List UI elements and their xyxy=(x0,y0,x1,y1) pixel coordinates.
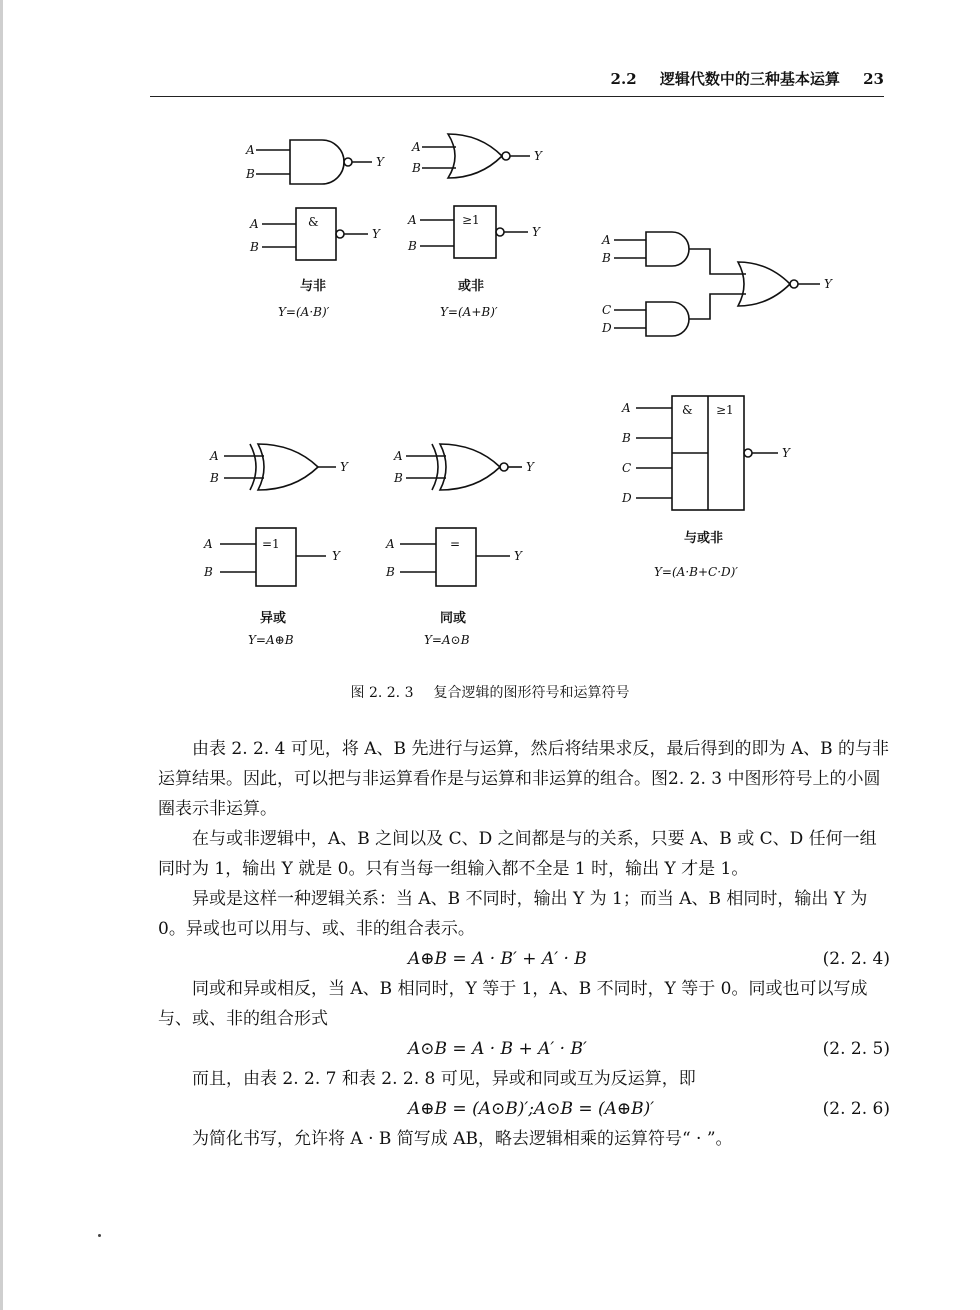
running-header xyxy=(150,60,884,97)
paragraph-aoi: 在与或非逻辑中，A、B 之间以及 C、D 之间都是与的关系，只要 A、B 或 C、D 任何一组同时为 1，输出 Y 就是 0。只有当每一组输入都不全是 1 时，输出 Y 才是 1。 xyxy=(158,829,877,879)
xnor-symbol: = xyxy=(450,537,461,551)
aoi-and-symbol: & xyxy=(682,403,693,417)
nor-caption: 或非 xyxy=(458,279,485,294)
aoi-rect-output-label: Y xyxy=(782,446,790,460)
equation-2-2-4 xyxy=(158,944,890,974)
xnor-caption: 同或 xyxy=(440,611,467,626)
aoi-rect-input-b-label: B xyxy=(622,431,631,445)
xor-rect-output-label: Y xyxy=(332,549,340,563)
nor-rect-input-a-label: A xyxy=(408,213,417,227)
figure-caption xyxy=(0,682,980,702)
xor-symbol: =1 xyxy=(262,537,280,551)
nor-gate-rect xyxy=(407,206,541,319)
xor-formula: Y=A⊕B xyxy=(248,633,294,647)
xor-rect-input-a-label: A xyxy=(204,537,213,551)
xnor-input-b-label: B xyxy=(394,471,403,485)
aoi-input-b-label: B xyxy=(602,251,611,265)
xor-gate-rect xyxy=(203,528,341,647)
aoi-output-label: Y xyxy=(824,277,832,291)
xor-caption: 异或 xyxy=(260,611,287,626)
logic-gates-figure xyxy=(150,110,884,700)
page-edge xyxy=(0,0,3,1310)
aoi-rect-input-d-label: D xyxy=(622,491,632,505)
paragraph-inverse: 而且，由表 2. 2. 7 和表 2. 2. 8 可见，异或和同或互为反运算，即 xyxy=(192,1069,696,1089)
aoi-input-a-label: A xyxy=(602,233,611,247)
xnor-rect-output-label: Y xyxy=(514,549,522,563)
nand-rect-input-b-label: B xyxy=(250,240,259,254)
aoi-gate-rect xyxy=(621,396,791,579)
scan-speck xyxy=(98,1234,101,1237)
aoi-caption: 与或非 xyxy=(684,531,724,546)
xor-gate-shape xyxy=(209,444,349,490)
nand-input-a-label: A xyxy=(246,143,255,157)
aoi-rect-input-c-label: C xyxy=(622,461,632,475)
xnor-formula: Y=A⊙B xyxy=(424,633,470,647)
nand-caption: 与非 xyxy=(300,279,327,294)
nand-gate-rect xyxy=(249,208,381,319)
section-number: 2.2 xyxy=(610,70,637,88)
xor-output-label: Y xyxy=(340,460,348,474)
paragraph-xnor: 同或和异或相反，当 A、B 相同时，Y 等于 1，A、B 不同时，Y 等于 0。同或也可以写成与、或、非的组合形式 xyxy=(158,979,868,1029)
xor-input-a-label: A xyxy=(210,449,219,463)
aoi-input-c-label: C xyxy=(602,303,612,317)
aoi-formula: Y=(A·B+C·D)′ xyxy=(654,565,739,579)
nor-output-label: Y xyxy=(534,149,542,163)
paragraph-xor: 异或是这样一种逻辑关系：当 A、B 不同时，输出 Y 为 1；而当 A、B 相同时，输出 Y 为 0。异或也可以用与、或、非的组合表示。 xyxy=(158,889,868,939)
nand-formula: Y=(A·B)′ xyxy=(278,305,330,319)
equation-2-2-5 xyxy=(158,1034,890,1064)
equation-number: (2. 2. 5) xyxy=(822,1039,890,1059)
nor-rect-input-b-label: B xyxy=(408,239,417,253)
equation-expression: A⊙B = A · B + A′ · B′ xyxy=(408,1039,587,1059)
page-number: 23 xyxy=(863,70,884,88)
nor-gate-shape xyxy=(411,134,543,178)
figure-number: 图 2. 2. 3 xyxy=(350,685,414,701)
section-title: 逻辑代数中的三种基本运算 xyxy=(659,70,840,88)
aoi-gate-shape xyxy=(601,232,833,336)
nand-gate-shape xyxy=(245,140,385,184)
aoi-or-symbol: ≥1 xyxy=(716,403,734,417)
nor-input-b-label: B xyxy=(412,161,421,175)
figure-title: 复合逻辑的图形符号和运算符号 xyxy=(433,685,630,701)
xnor-rect-input-a-label: A xyxy=(386,537,395,551)
nor-input-a-label: A xyxy=(412,140,421,154)
nand-input-b-label: B xyxy=(246,167,255,181)
xnor-gate-shape xyxy=(393,444,535,490)
xor-input-b-label: B xyxy=(210,471,219,485)
xnor-input-a-label: A xyxy=(394,449,403,463)
equation-number: (2. 2. 6) xyxy=(822,1099,890,1119)
aoi-rect-input-a-label: A xyxy=(622,401,631,415)
nor-formula: Y=(A+B)′ xyxy=(440,305,498,319)
xor-rect-input-b-label: B xyxy=(204,565,213,579)
paragraph-notation: 为简化书写，允许将 A · B 简写成 AB，略去逻辑相乘的运算符号“ · ”。 xyxy=(192,1129,733,1149)
nand-rect-output-label: Y xyxy=(372,227,380,241)
xnor-output-label: Y xyxy=(526,460,534,474)
equation-number: (2. 2. 4) xyxy=(822,949,890,969)
paragraph-nand: 由表 2. 2. 4 可见，将 A、B 先进行与运算，然后将结果求反，最后得到的即为 A、B 的与非运算结果。因此，可以把与非运算看作是与运算和非运算的组合。图2. 2. 3 中图形符号上的小圆圈表示非运算。 xyxy=(158,739,890,819)
nand-output-label: Y xyxy=(376,155,384,169)
nor-rect-output-label: Y xyxy=(532,225,540,239)
equation-expression: A⊕B = (A⊙B)′;A⊙B = (A⊕B)′ xyxy=(408,1099,655,1119)
xnor-rect-input-b-label: B xyxy=(386,565,395,579)
nor-symbol: ≥1 xyxy=(462,213,480,227)
equation-2-2-6 xyxy=(158,1094,890,1124)
header-text xyxy=(593,68,884,89)
nand-rect-input-a-label: A xyxy=(250,217,259,231)
equation-expression: A⊕B = A · B′ + A′ · B xyxy=(408,949,587,969)
body-text xyxy=(158,734,890,1154)
xnor-gate-rect xyxy=(385,528,523,647)
aoi-input-d-label: D xyxy=(602,321,612,335)
nand-symbol: & xyxy=(308,215,319,229)
